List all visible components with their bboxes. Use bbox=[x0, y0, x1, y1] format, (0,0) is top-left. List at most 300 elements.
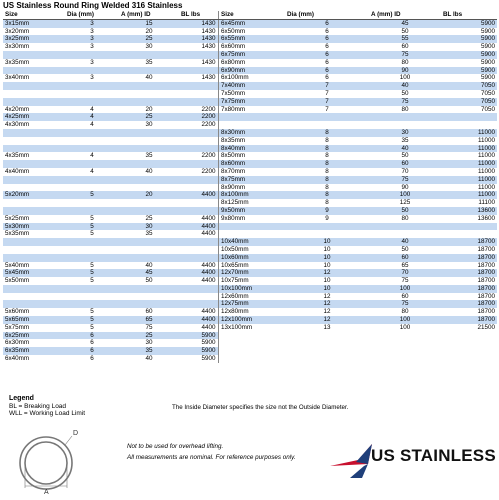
cell-id: 75 bbox=[369, 176, 441, 184]
cell-bl: 1430 bbox=[179, 19, 218, 27]
d-leader-line bbox=[65, 436, 72, 445]
table-row bbox=[219, 277, 497, 285]
cell-bl bbox=[179, 207, 218, 215]
cell-id bbox=[119, 98, 179, 106]
cell-id bbox=[119, 246, 179, 254]
cell-id: 50 bbox=[401, 27, 409, 35]
cell-id: 40 bbox=[369, 82, 441, 90]
cell-dia: 4 bbox=[90, 121, 94, 129]
table-row bbox=[219, 168, 497, 176]
col-header-id: A (mm) ID bbox=[119, 11, 179, 19]
table-row bbox=[219, 230, 497, 238]
cell-bl bbox=[441, 223, 497, 231]
cell-bl: 13600 bbox=[441, 207, 497, 215]
cell-dia: 6 bbox=[65, 347, 119, 355]
table-row bbox=[219, 254, 497, 262]
cell-dia bbox=[65, 184, 119, 192]
cell-bl: 18700 bbox=[441, 316, 497, 324]
cell-bl: 5900 bbox=[201, 339, 216, 347]
cell-dia: 6 bbox=[285, 67, 369, 75]
cell-id: 15 bbox=[119, 19, 179, 27]
col-header-size: Size bbox=[3, 11, 65, 19]
cell-dia bbox=[285, 113, 369, 121]
table-row bbox=[219, 152, 497, 160]
cell-dia bbox=[65, 238, 119, 246]
cell-size: 6x50mm bbox=[221, 27, 246, 35]
cell-bl: 4400 bbox=[201, 214, 216, 222]
cell-size: 8x40mm bbox=[219, 145, 285, 153]
cell-size: 5x75mm bbox=[5, 323, 30, 331]
logo-text: US STAINLESS bbox=[371, 446, 496, 465]
cell-bl: 18700 bbox=[441, 238, 497, 246]
cell-dia: 12 bbox=[323, 308, 331, 316]
cell-bl: 11000 bbox=[441, 129, 497, 137]
cell-dia: 3 bbox=[90, 43, 94, 51]
cell-dia bbox=[65, 67, 119, 75]
cell-dia: 8 bbox=[285, 160, 369, 168]
cell-dia: 9 bbox=[285, 207, 369, 215]
cell-dia: 8 bbox=[285, 129, 369, 137]
cell-size bbox=[3, 67, 65, 75]
cell-size: 4x20mm bbox=[5, 105, 30, 113]
cell-bl: 5900 bbox=[441, 67, 497, 75]
table-row bbox=[3, 223, 218, 231]
table-row bbox=[219, 293, 497, 301]
table-row bbox=[3, 332, 218, 340]
cell-size: 13x100mm bbox=[221, 323, 253, 331]
cell-id bbox=[119, 145, 179, 153]
col-header-size: Size bbox=[219, 11, 285, 19]
cell-bl: 4400 bbox=[179, 223, 218, 231]
cell-dia: 6 bbox=[325, 58, 329, 66]
cell-dia: 8 bbox=[285, 191, 369, 199]
cell-dia bbox=[65, 160, 119, 168]
cell-size bbox=[3, 137, 65, 145]
table-row bbox=[3, 67, 218, 75]
cell-id: 70 bbox=[369, 269, 441, 277]
cell-dia bbox=[285, 230, 369, 238]
cell-size: 4x30mm bbox=[5, 121, 30, 129]
usage-warnings bbox=[127, 441, 296, 463]
table-row bbox=[219, 43, 497, 51]
cell-id: 60 bbox=[401, 43, 409, 51]
legend bbox=[9, 395, 85, 418]
cell-id: 80 bbox=[401, 214, 409, 222]
table-row bbox=[219, 285, 497, 293]
cell-bl bbox=[179, 184, 218, 192]
cell-id bbox=[119, 207, 179, 215]
cell-bl bbox=[179, 145, 218, 153]
table-row bbox=[3, 207, 218, 215]
cell-id: 40 bbox=[145, 355, 153, 363]
cell-bl bbox=[179, 90, 218, 98]
table-row bbox=[3, 262, 218, 270]
cell-size: 5x20mm bbox=[3, 191, 65, 199]
cell-size: 6x75mm bbox=[219, 51, 285, 59]
cell-size bbox=[3, 82, 65, 90]
cell-size bbox=[3, 184, 65, 192]
cell-size: 12x100mm bbox=[219, 316, 285, 324]
cell-bl bbox=[179, 137, 218, 145]
cell-size: 10x60mm bbox=[219, 254, 285, 262]
cell-dia: 8 bbox=[325, 199, 329, 207]
cell-id: 80 bbox=[401, 308, 409, 316]
cell-dia: 10 bbox=[285, 238, 369, 246]
cell-id: 30 bbox=[119, 223, 179, 231]
cell-dia: 8 bbox=[325, 152, 329, 160]
cell-size: 6x80mm bbox=[221, 58, 246, 66]
table-row bbox=[219, 145, 497, 153]
cell-dia: 6 bbox=[325, 27, 329, 35]
cell-dia: 5 bbox=[65, 316, 119, 324]
cell-id: 55 bbox=[369, 35, 441, 43]
cell-bl: 21500 bbox=[477, 323, 495, 331]
cell-id: 25 bbox=[145, 214, 153, 222]
cell-id: 65 bbox=[119, 316, 179, 324]
cell-bl: 1430 bbox=[201, 27, 216, 35]
cell-size bbox=[3, 254, 65, 262]
cell-id bbox=[119, 199, 179, 207]
table-row bbox=[3, 129, 218, 137]
cell-dia: 5 bbox=[90, 214, 94, 222]
cell-dia bbox=[65, 199, 119, 207]
cell-size: 3x25mm bbox=[3, 35, 65, 43]
table-row bbox=[3, 277, 218, 285]
cell-size bbox=[3, 145, 65, 153]
table-row bbox=[3, 184, 218, 192]
cell-bl: 18700 bbox=[441, 285, 497, 293]
cell-bl bbox=[179, 285, 218, 293]
cell-size: 7x50mm bbox=[221, 89, 246, 97]
inside-diameter-note: The Inside Diameter specifies the size not the Outside Diameter. bbox=[172, 404, 349, 411]
table-row bbox=[3, 269, 218, 277]
cell-id: 45 bbox=[369, 19, 441, 27]
cell-bl: 11000 bbox=[477, 183, 495, 191]
cell-size: 12x75mm bbox=[219, 300, 285, 308]
cell-id: 50 bbox=[401, 245, 409, 253]
cell-size bbox=[3, 199, 65, 207]
cell-dia: 6 bbox=[325, 74, 329, 82]
cell-bl bbox=[179, 129, 218, 137]
cell-id bbox=[119, 176, 179, 184]
table-row bbox=[219, 74, 497, 82]
table-row bbox=[219, 269, 497, 277]
cell-dia: 3 bbox=[90, 58, 94, 66]
table-row bbox=[3, 59, 218, 67]
cell-id: 50 bbox=[401, 89, 409, 97]
cell-bl: 2200 bbox=[201, 121, 216, 129]
cell-id: 90 bbox=[401, 183, 409, 191]
cell-size: 6x40mm bbox=[5, 355, 30, 363]
table-row bbox=[3, 152, 218, 160]
cell-dia: 8 bbox=[285, 145, 369, 153]
cell-bl: 11000 bbox=[477, 152, 495, 160]
d-label: D bbox=[73, 430, 79, 437]
cell-dia: 5 bbox=[90, 277, 94, 285]
cell-size: 10x50mm bbox=[221, 245, 249, 253]
cell-size: 5x25mm bbox=[5, 214, 30, 222]
cell-id: 45 bbox=[119, 269, 179, 277]
cell-size: 10x65mm bbox=[221, 261, 249, 269]
cell-bl: 11000 bbox=[441, 145, 497, 153]
cell-dia bbox=[65, 82, 119, 90]
cell-bl bbox=[441, 121, 497, 129]
table-row bbox=[3, 347, 218, 355]
cell-size bbox=[3, 207, 65, 215]
cell-id: 25 bbox=[119, 332, 179, 340]
table-row bbox=[219, 191, 497, 199]
cell-id bbox=[119, 90, 179, 98]
cell-dia: 8 bbox=[285, 176, 369, 184]
cell-size bbox=[3, 90, 65, 98]
cell-size: 10x75mm bbox=[221, 277, 249, 285]
cell-dia: 5 bbox=[90, 261, 94, 269]
cell-bl: 5900 bbox=[179, 347, 218, 355]
cell-id: 40 bbox=[145, 167, 153, 175]
cell-id: 35 bbox=[145, 152, 153, 160]
table-row bbox=[3, 230, 218, 238]
cell-dia: 4 bbox=[90, 105, 94, 113]
cell-id bbox=[119, 137, 179, 145]
table-row bbox=[3, 51, 218, 59]
cell-dia bbox=[65, 246, 119, 254]
table-row bbox=[3, 98, 218, 106]
cell-bl: 1430 bbox=[179, 35, 218, 43]
cell-size bbox=[219, 113, 285, 121]
table-row bbox=[219, 300, 497, 308]
cell-bl: 5900 bbox=[441, 35, 497, 43]
legend-wll: WLL = Working Load Limit bbox=[9, 410, 86, 417]
table-row bbox=[219, 82, 497, 90]
table-row bbox=[3, 28, 218, 36]
cell-id bbox=[119, 285, 179, 293]
table-row bbox=[219, 199, 497, 207]
cell-dia bbox=[65, 300, 119, 308]
cell-bl: 18700 bbox=[477, 261, 495, 269]
table-row bbox=[3, 285, 218, 293]
cell-bl: 4400 bbox=[201, 261, 216, 269]
cell-id bbox=[119, 238, 179, 246]
cell-id: 75 bbox=[369, 51, 441, 59]
cell-id: 60 bbox=[369, 160, 441, 168]
cell-size bbox=[3, 300, 65, 308]
cell-size: 7x80mm bbox=[221, 105, 246, 113]
cell-id: 75 bbox=[369, 300, 441, 308]
cell-bl: 4400 bbox=[201, 230, 216, 238]
cell-dia: 4 bbox=[90, 152, 94, 160]
table-row bbox=[219, 90, 497, 98]
cell-dia: 4 bbox=[90, 167, 94, 175]
table-row bbox=[3, 121, 218, 129]
cell-bl: 5900 bbox=[480, 43, 495, 51]
cell-dia: 10 bbox=[323, 261, 331, 269]
table-row bbox=[3, 215, 218, 223]
cell-size: 8x125mm bbox=[221, 199, 249, 207]
table-row bbox=[219, 262, 497, 270]
table-row bbox=[3, 168, 218, 176]
cell-size: 5x50mm bbox=[5, 277, 30, 285]
cell-id: 40 bbox=[369, 238, 441, 246]
table-row bbox=[3, 238, 218, 246]
table-row bbox=[3, 106, 218, 114]
cell-dia: 3 bbox=[90, 74, 94, 82]
cell-id: 50 bbox=[369, 207, 441, 215]
cell-dia: 7 bbox=[325, 105, 329, 113]
table-row bbox=[3, 176, 218, 184]
table-row bbox=[3, 90, 218, 98]
cell-dia: 5 bbox=[65, 191, 119, 199]
table-header-row bbox=[219, 11, 497, 19]
table-row bbox=[3, 355, 218, 363]
cell-id: 125 bbox=[399, 199, 411, 207]
table-row bbox=[219, 160, 497, 168]
cell-dia: 6 bbox=[90, 339, 94, 347]
cell-size: 5x60mm bbox=[5, 308, 30, 316]
cell-bl bbox=[179, 98, 218, 106]
cell-bl bbox=[179, 176, 218, 184]
cell-id: 25 bbox=[119, 113, 179, 121]
cell-bl: 18700 bbox=[477, 292, 495, 300]
cell-id: 60 bbox=[369, 254, 441, 262]
cell-bl: 11000 bbox=[441, 176, 497, 184]
ring-spec-table-right bbox=[219, 11, 497, 332]
cell-size: 5x40mm bbox=[5, 261, 30, 269]
cell-dia: 12 bbox=[285, 300, 369, 308]
cell-dia: 7 bbox=[285, 98, 369, 106]
cell-size bbox=[219, 121, 285, 129]
cell-size: 4x40mm bbox=[5, 167, 30, 175]
cell-size bbox=[3, 176, 65, 184]
cell-id bbox=[119, 160, 179, 168]
legend-heading: Legend bbox=[9, 395, 34, 402]
cell-dia: 5 bbox=[65, 223, 119, 231]
cell-dia: 6 bbox=[325, 43, 329, 51]
cell-bl: 2200 bbox=[179, 113, 218, 121]
cell-bl: 4400 bbox=[179, 316, 218, 324]
cell-bl: 4400 bbox=[179, 191, 218, 199]
cell-id: 30 bbox=[145, 43, 153, 51]
col-header-dia: Dia (mm) bbox=[285, 11, 369, 19]
cell-bl: 5900 bbox=[441, 19, 497, 27]
cell-dia bbox=[65, 51, 119, 59]
cell-bl: 1430 bbox=[201, 43, 216, 51]
cell-id: 20 bbox=[145, 105, 153, 113]
table-row bbox=[3, 35, 218, 43]
cell-id bbox=[369, 121, 441, 129]
cell-size: 3x40mm bbox=[5, 74, 30, 82]
cell-id: 30 bbox=[145, 121, 153, 129]
cell-size bbox=[3, 51, 65, 59]
table-row bbox=[219, 28, 497, 36]
table-row bbox=[3, 191, 218, 199]
cell-id: 40 bbox=[145, 261, 153, 269]
cell-id: 60 bbox=[401, 292, 409, 300]
table-row bbox=[219, 207, 497, 215]
cell-size: 8x50mm bbox=[221, 152, 246, 160]
cell-dia: 12 bbox=[323, 292, 331, 300]
cell-size: 6x90mm bbox=[219, 67, 285, 75]
cell-id bbox=[119, 67, 179, 75]
table-row bbox=[3, 19, 218, 27]
ring-inner-circle bbox=[25, 442, 67, 484]
table-row bbox=[219, 35, 497, 43]
cell-bl: 18700 bbox=[441, 269, 497, 277]
cell-id: 70 bbox=[401, 167, 409, 175]
cell-id: 35 bbox=[401, 136, 409, 144]
cell-id: 90 bbox=[369, 67, 441, 75]
cell-id: 35 bbox=[145, 58, 153, 66]
cell-dia bbox=[65, 129, 119, 137]
cell-bl: 1430 bbox=[201, 74, 216, 82]
cell-bl: 2200 bbox=[201, 105, 216, 113]
cell-id: 80 bbox=[401, 58, 409, 66]
table-row bbox=[3, 160, 218, 168]
cell-size: 12x60mm bbox=[221, 292, 249, 300]
cell-size: 8x60mm bbox=[219, 160, 285, 168]
cell-bl bbox=[179, 82, 218, 90]
cell-bl bbox=[179, 254, 218, 262]
table-row bbox=[219, 98, 497, 106]
table-row bbox=[219, 308, 497, 316]
cell-dia: 7 bbox=[285, 82, 369, 90]
cell-bl: 7050 bbox=[441, 82, 497, 90]
cell-id: 75 bbox=[145, 323, 153, 331]
cell-bl: 2200 bbox=[201, 167, 216, 175]
cell-id: 65 bbox=[401, 261, 409, 269]
cell-bl: 2200 bbox=[201, 152, 216, 160]
table-header-row bbox=[3, 11, 218, 19]
table-row bbox=[3, 300, 218, 308]
cell-bl: 11100 bbox=[478, 199, 495, 207]
cell-dia: 4 bbox=[65, 113, 119, 121]
cell-dia: 3 bbox=[90, 27, 94, 35]
table-row bbox=[219, 137, 497, 145]
cell-id bbox=[119, 129, 179, 137]
cell-dia: 6 bbox=[65, 332, 119, 340]
cell-size: 8x70mm bbox=[221, 167, 246, 175]
cell-dia: 3 bbox=[65, 35, 119, 43]
cell-bl: 18700 bbox=[477, 308, 495, 316]
cell-bl: 13600 bbox=[477, 214, 495, 222]
cell-bl: 4400 bbox=[201, 277, 216, 285]
cell-size: 3x35mm bbox=[5, 58, 30, 66]
cell-id: 20 bbox=[145, 27, 153, 35]
table-row bbox=[219, 246, 497, 254]
a-label: A bbox=[44, 489, 49, 496]
cell-dia: 5 bbox=[65, 269, 119, 277]
cell-size: 6x25mm bbox=[3, 332, 65, 340]
cell-id bbox=[369, 113, 441, 121]
cell-bl bbox=[179, 238, 218, 246]
cell-bl: 5900 bbox=[480, 74, 495, 82]
cell-size: 6x55mm bbox=[219, 35, 285, 43]
cell-id: 30 bbox=[369, 129, 441, 137]
cell-id bbox=[119, 254, 179, 262]
table-row bbox=[3, 113, 218, 121]
cell-bl: 7050 bbox=[480, 105, 495, 113]
cell-dia bbox=[65, 254, 119, 262]
cell-dia: 12 bbox=[285, 316, 369, 324]
cell-id: 50 bbox=[401, 152, 409, 160]
table-row bbox=[219, 51, 497, 59]
cell-dia: 5 bbox=[90, 323, 94, 331]
cell-size: 6x100mm bbox=[221, 74, 249, 82]
table-row bbox=[3, 137, 218, 145]
cell-bl: 18700 bbox=[477, 277, 495, 285]
table-row bbox=[219, 121, 497, 129]
cell-dia bbox=[65, 293, 119, 301]
cell-size bbox=[3, 238, 65, 246]
